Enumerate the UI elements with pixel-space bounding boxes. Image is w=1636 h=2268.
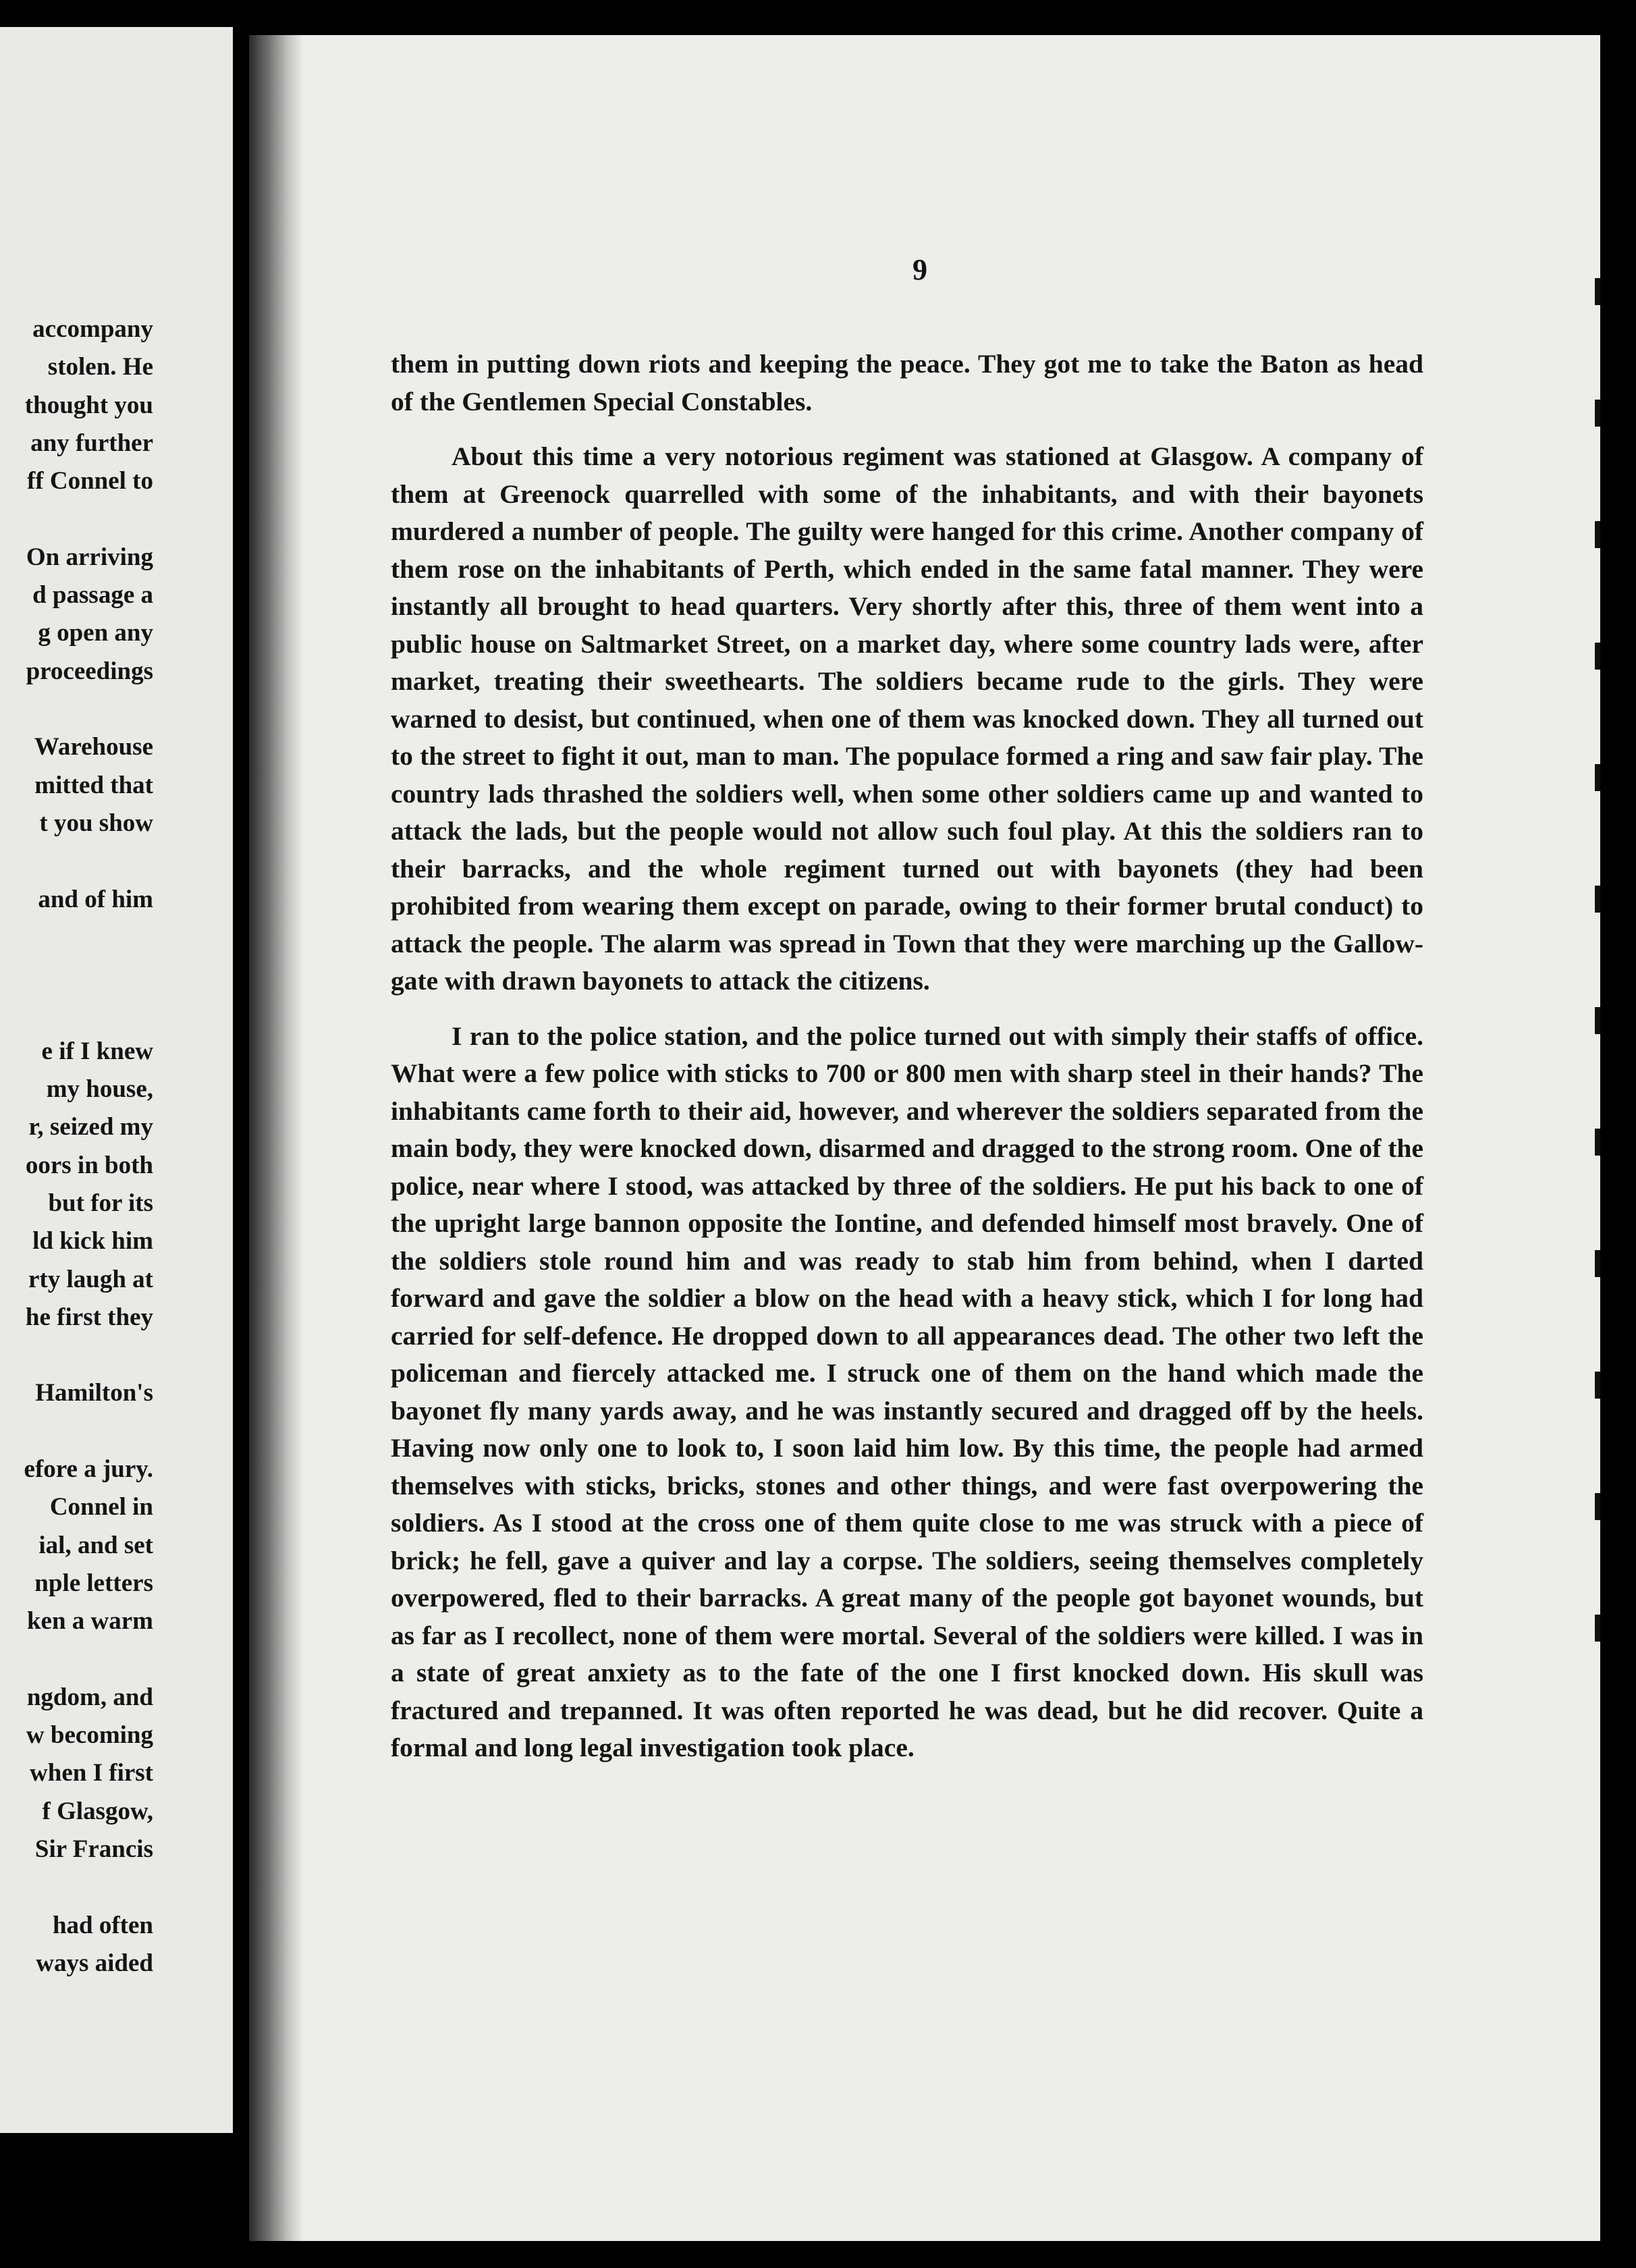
paragraph-continued: them in putting down riots and keeping the peace. They got me to take the Baton as head of the Gentlemen Special Constables.: [391, 349, 1423, 416]
left-page-line: when I first: [30, 1759, 153, 1787]
left-page-line: thought you: [24, 391, 153, 419]
left-page-line: mitted that: [34, 771, 153, 799]
left-page-line: any further: [30, 429, 153, 457]
left-page-line: he first they: [25, 1303, 153, 1331]
left-page-line: and of him: [38, 885, 153, 913]
page-number: 9: [912, 253, 927, 286]
left-page-line: Warehouse: [34, 733, 153, 761]
left-page-line: e if I knew: [41, 1037, 153, 1065]
left-page-line: f Glasgow,: [42, 1797, 153, 1825]
left-page-line: d passage a: [32, 581, 153, 610]
left-facing-page: [0, 27, 233, 2133]
left-page-line: proceedings: [26, 657, 153, 685]
left-page-line: t you show: [39, 809, 153, 837]
page-edge-marks: [1595, 278, 1600, 1696]
left-page-line: my house,: [46, 1075, 153, 1103]
left-page-line: w becoming: [26, 1721, 153, 1750]
left-page-line: oors in both: [25, 1151, 153, 1179]
left-page-line: nple letters: [34, 1569, 153, 1597]
left-page-line: ff Connel to: [26, 467, 153, 495]
right-page: [249, 35, 1600, 2241]
left-page-line: ngdom, and: [26, 1683, 153, 1711]
left-page-line: but for its: [48, 1189, 153, 1217]
page-gutter: [233, 27, 249, 2133]
left-page-line: ken a warm: [26, 1607, 153, 1636]
left-page-line: ial, and set: [38, 1531, 153, 1559]
left-page-line: Sir Francis: [34, 1835, 153, 1863]
body-text: [391, 346, 1423, 1785]
paragraph-police-station: I ran to the police station, and the police turned out with simply their staffs of office. What were a few police with sticks to 700 or 800 men with sharp steel in their hands? The inhabitants came forth to their aid, however, and wherever the soldiers separated from the main body, they were knocked down, disarmed and dragged to the strong room. One of the police, near where I stood, was attacked by three of the soldiers. He put his back to one of the upright large bannon opposite the Iontine, and defended himself most bravely. One of the soldiers stole round him and was ready to stab him from behind, when I darted forward and gave the soldier a blow on the head with a heavy stick, which I for long had carried for self-defence. He dropped down to all appearances dead. The other two left the policeman and fiercely attacked me. I struck one of them on the hand which made the bayonet fly many yards away, and he was instantly secured and dragged off by the heels. Having now only one to look to, I soon laid him low. By this time, the people had armed themselves with sticks, bricks, stones and other things, and were fast overpowering the soldiers. As I stood at the cross one of them quite close to me was struck with a piece of brick; he fell, gave a quiver and lay a corpse. The soldiers, seeing themselves completely overpowered, fled to their barracks. A great many of the people got bayonet wounds, but as far as I recollect, none of them were mortal. Several of the soldiers were killed. I was in a state of great anxiety as to the fate of the one I first knocked down. His skull was fractured and trepanned. It was often reported he was dead, but he did recover. Quite a formal and long legal investigation took place.: [391, 1021, 1423, 1762]
left-page-line: Hamilton's: [35, 1379, 153, 1407]
paragraph-regiment: About this time a very notorious regiment was stationed at Glasgow. A company of them at Greenock quarrelled with some of the inhabitants, and with their bayonets murdered a number of people. The guilty were hanged for this crime. Another company of them rose on the inhabitants of Perth, which ended in the same fatal manner. They were instantly all brought to head quarters. Very shortly after this, three of them went into a public house on Saltmarket Street, on a market day, where some country lads were, after market, treating their sweethearts. The soldiers became rude to the girls. They were warned to desist, but continued, when one of them was knocked down. They all turned out to the street to fight it out, man to man. The populace formed a ring and saw fair play. The country lads thrashed the soldiers well, when some other soldiers came up and wanted to attack the lads, but the people would not allow such foul play. At this the soldiers ran to their barracks, and the whole regiment turned out with bayonets (they had been prohibited from wearing them except on parade, owing to their former brutal conduct) to attack the people. The alarm was spread in Town that they were marching up the Gallow-gate with drawn bayonets to attack the citizens.: [391, 441, 1423, 996]
left-page-line: ways aided: [36, 1949, 153, 1977]
left-page-line: g open any: [38, 619, 153, 647]
left-page-line: ld kick him: [32, 1227, 153, 1256]
left-page-line: rty laugh at: [28, 1265, 153, 1293]
left-page-line: r, seized my: [28, 1113, 153, 1141]
left-page-line: stolen. He: [47, 353, 153, 381]
left-page-line: efore a jury.: [24, 1455, 153, 1483]
left-page-line: On arriving: [26, 543, 153, 571]
left-page-line: Connel in: [49, 1493, 153, 1521]
binding-shadow: [249, 35, 303, 2241]
left-page-line: had often: [52, 1911, 153, 1939]
left-page-line: accompany: [32, 315, 153, 343]
